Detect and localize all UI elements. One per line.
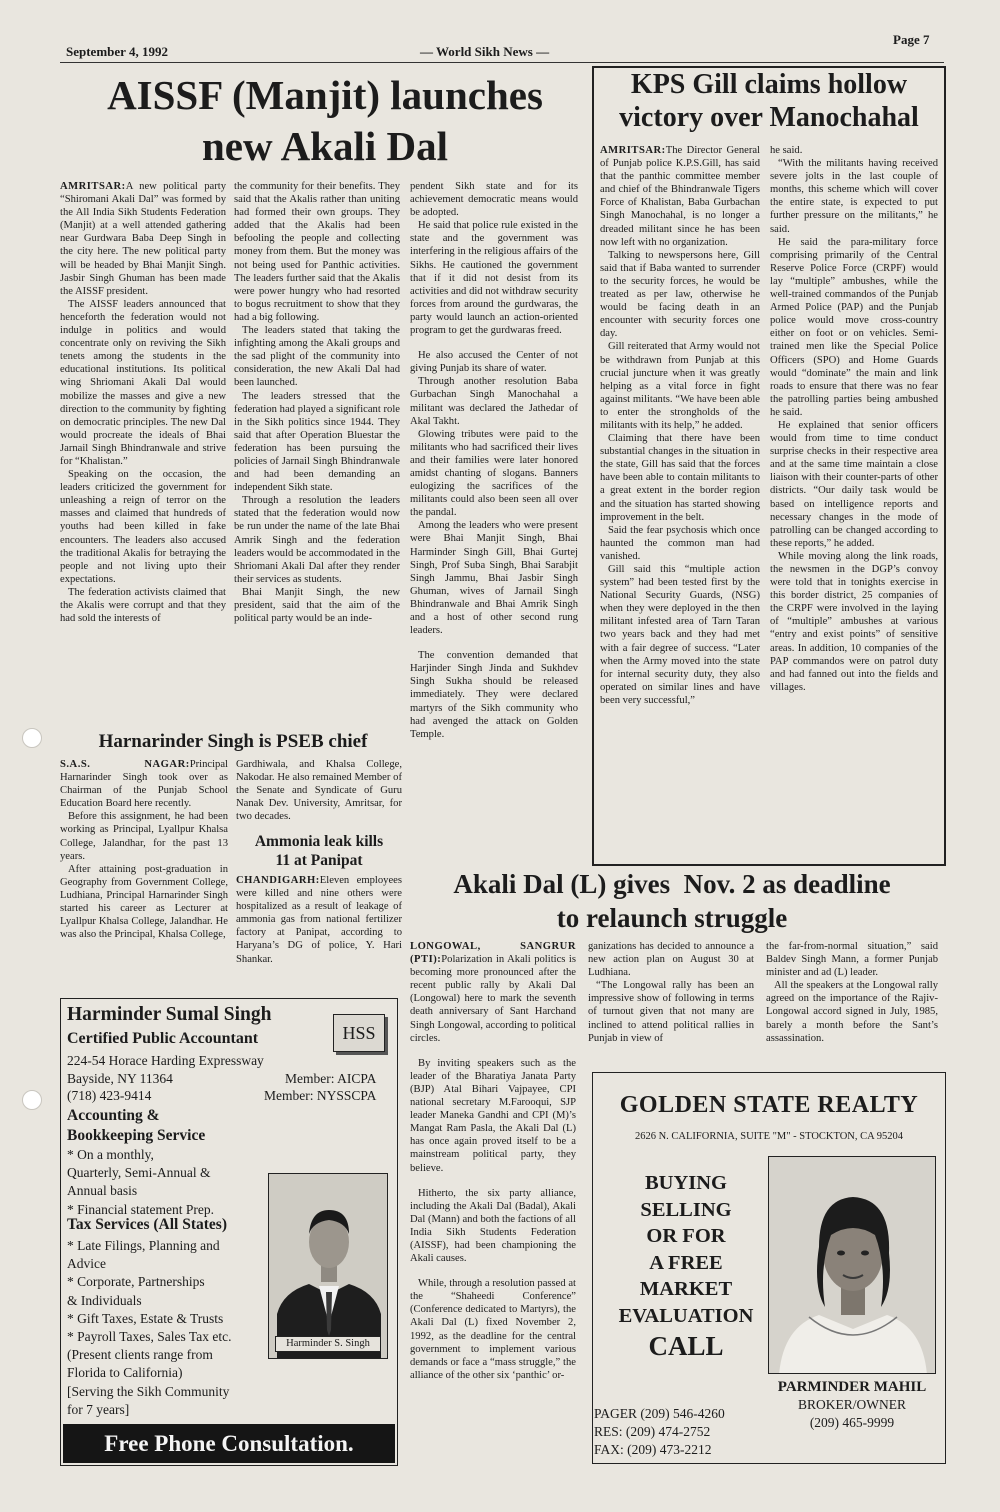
gill-dateline: AMRITSAR: [600, 145, 666, 156]
cpa-section-accounting [67, 1106, 205, 1146]
realty-name: GOLDEN STATE REALTY [619, 1092, 919, 1118]
main-story-col1 [60, 180, 226, 726]
cpa-section-accounting-line2: Bookkeeping Service [67, 1127, 206, 1144]
realty-address: 2626 N. CALIFORNIA, SUITE "M" - STOCKTON, CA 95204 [634, 1131, 904, 1142]
cpa-member-nysscpa: Member: NYSSCPA [264, 1088, 377, 1103]
cpa-photo-caption-text: Harminder S. Singh [286, 1338, 370, 1349]
cpa-phone: (718) 423-9414 [67, 1088, 152, 1103]
main-col1-p1: A new political party “Shiromani Akali Dal” was formed by the All India Sikh Students Federation (Manjit) at a well attended gathering near Gurdwara Baba Deep Singh in the city here. The new political party will be headed by Bhai Manjit Singh. Jasbir Singh Ghuman has been made the AISSF president. [60, 181, 226, 297]
cpa-section-accounting-line1: Accounting & [67, 1107, 160, 1124]
header-rule [60, 62, 944, 63]
harnarinder-col2 [236, 758, 402, 828]
gill-headline-line1: KPS Gill claims hollow [630, 69, 908, 100]
gill-col1-p2: Talking to newspersons here, Gill said that if Baba wanted to surrender to the security forces, he would be treated as per law, otherwise he would be facing death in an encounter with security forces one day. [600, 249, 760, 340]
cpa-tax-item: * Payroll Taxes, Sales Tax etc. [67, 1329, 232, 1345]
realty-agent [760, 1378, 944, 1432]
gill-col1-p1: The Director General of Punjab police K.P.S.Gill, has said that the panthic committee member and chief of the Bhindranwale Tigers Force of Khalistan, Baba Gurbachan Singh Manochahal, is no longer a dreaded militant since he has been now left with no organization. [600, 145, 760, 248]
main-col3-p7: The convention demanded that Harjinder Singh Jinda and Sukhdev Singh Sukha should be released immediately. They were declared martyrs of the Sikh community who had avenged the attack on Golden Temple. [410, 650, 578, 740]
akali-l-col1-p4: While, through a resolution passed at the “Shaheedi Conference” (Conference dedicated to Martyrs), the Akali Dal (L) fixed November 2, 1992, as the deadline for the central government to implement various demands or face a “mass struggle,” the alliance of the other six ‘panthic’ or- [410, 1278, 576, 1381]
akali-l-col1-p2: By inviting speakers such as the leader of the Bharatiya Janata Party (BJP) Atal Bihari Vajpayee, CPI national secretary M.Farooqui, SJP leader Maneka Gandhi and CPI (M)’s Mangat Ram Pasla, the Akali Dal (L) has once again proved itself to be a mainstream political party, they believe. [410, 1057, 576, 1174]
realty-offer-line: A FREE [649, 1251, 723, 1274]
main-dateline: AMRITSAR: [60, 181, 126, 192]
ammonia-dateline: CHANDIGARH: [236, 875, 320, 886]
realty-agent-name: PARMINDER MAHIL [777, 1379, 927, 1395]
cpa-accounting-item: Quarterly, Semi-Annual & [67, 1165, 211, 1181]
akali-l-col2-p1: ganizations has decided to announce a new action plan on August 30 at Ludhiana. [588, 941, 754, 979]
akali-l-col3-p1: the far-from-normal situation,” said Baldev Singh Mann, a former Punjab minister and ad (L) leader. [766, 941, 938, 979]
cpa-accounting-item: * On a monthly, [67, 1147, 154, 1162]
akali-l-col1-p1: Polarization in Akali politics is becoming more pronounced after the recent public rally by Akali Dal (Longowal) here to mark the seventh death anniversary of Sant Harchand Singh Longowal, according to political circles. [410, 954, 576, 1044]
akali-l-col1 [410, 940, 576, 1460]
gill-col2-p5: While moving along the link roads, the newsmen in the DGP’s convoy were told that in tonights exercise in this border district, 25 companies of the CRPF were involved in the laying of “multiple” ambushes at various “entry and exist points” of sensitive areas. In addition, 10 companies of the PAP commandos were on patrol duty and had fanned out into the fields and villages. [770, 550, 938, 693]
main-col2-p3: The leaders stressed that the federation had played a significant role in the Sikh politics since 1944. They said that after Operation Bluestar the federation has been pursuing the policies of Jarnail Singh Bhindranwale and had been demanding an independent Sikh state. [234, 390, 400, 494]
main-col1-p3: Speaking on the occasion, the leaders criticized the government for unleashing a reign of terror on the masses and claimed that hundreds of youths had been killed in fake encounters. The leaders also accused the traditional Akalis for betraying the people and not living upto their expectations. [60, 469, 226, 585]
issue-date: September 4, 1992 [66, 44, 168, 59]
cpa-tax-item: Advice [67, 1256, 106, 1272]
harnarinder-col1-p2: Before this assignment, he had been working as Principal, Lyallpur Khalsa College, Jalandhar, for the past 13 years. [60, 811, 228, 862]
akali-l-col2 [588, 940, 754, 1064]
gill-story-col1 [600, 144, 760, 862]
cpa-logo [333, 1014, 385, 1052]
main-col2-p4: Through a resolution the leaders stated that the federation would now be run under the name of the late Bhai Amrik Singh and the federation leaders would be accommodated in the Shriomani Akali Dal after they render their services as students. [234, 495, 400, 585]
cpa-title: Certified Public Accountant [67, 1030, 259, 1047]
main-col1-p4: The federation activists claimed that the Akalis were corrupt and that they had sold the interests of [60, 586, 226, 625]
gill-col1-p6: Gill said this “multiple action system” had been tested first by the National Security Guards, (NSG) when they were deployed in the then militant infested area of Tarn Taran two years back and they had met with a fair degree of success. “Later when the Army moved into the state for internal security duty, they also operated on similar lines and have been very successful,” [600, 564, 760, 706]
cpa-tax-item: * Gift Taxes, Estate & Trusts [67, 1310, 224, 1326]
realty-offer-line: BUYING [644, 1172, 727, 1194]
cpa-tax-list [67, 1237, 267, 1419]
main-story-col3 [410, 180, 578, 850]
gill-col1-p5: Said the fear psychosis which once haunted the common man had vanished. [600, 524, 760, 562]
cpa-banner [63, 1424, 395, 1463]
paper-name: — World Sikh News — [420, 44, 550, 59]
main-col3-p6: Among the leaders who were present were Bhai Manjit Singh, Bhai Harminder Singh Gill, Bhai Gurtej Singh, Prof Suba Singh, Bhai Sarabjit Singh Jammu, Bhai Jasbir Singh Ghuman, wives of Jarnail Singh Bhindranwale and Bhai Amrik Singh and a host of other second rung leaders. [410, 520, 578, 637]
cpa-logo-text: HSS [342, 1022, 376, 1043]
cpa-photo-caption [275, 1336, 381, 1352]
akali-l-headline-line2: to relaunch struggle [556, 903, 788, 934]
ammonia-headline-line2: 11 at Panipat [275, 852, 363, 870]
main-col2-p1: the community for their benefits. They said that the Akalis rather than uniting had formed their own groups. They added that the Akalis had been befooling the people and collecting money from them. But the money was not being used for Panthic activities. The leaders further said that the Akalis were power hungry who had resorted to bogus recruitment to show that they had a big following. [234, 181, 400, 323]
realty-offer-line: OR FOR [646, 1225, 726, 1247]
main-col1-p2: The AISSF leaders announced that henceforth the federation would not indulge in politics and would concentrate only on reviving the Sikh tenets among the students in the educational institutions. Its political wing Shriomani Akali Dal would mobilize the masses and give a new direction to the community by fighting on democratic principles. The new Dal would procreate the ideals of Bhai Jarnail Singh Bhindranwale and strive for “Khalistan.” [60, 298, 226, 467]
realty-offer-line: MARKET [639, 1278, 733, 1300]
cpa-address: 224-54 Horace Harding Expressway [67, 1053, 264, 1068]
akali-l-col3 [766, 940, 938, 1064]
gill-col1-p3: Gill reiterated that Army would not be withdrawn from Punjab at this crucial juncture when it was greatly helping as a vital force in fight against militants. “We have been able to enter the strongholds of the militants with its help,” he added. [600, 341, 760, 431]
realty-offer [596, 1170, 776, 1360]
gill-col2-p2: “With the militants having received severe jolts in the last couple of months, this scheme which will cover the entire state, is expected to put further pressure on the militants,” he said. [770, 158, 938, 235]
akali-l-dateline: LONGOWAL, SANGRUR (PTI): [410, 941, 576, 966]
akali-l-col1-p3: Hitherto, the six party alliance, including the Akali Dal (Badal), Akali Dal (Mann) and both the factions of all India Sikh Students Federation (AISSF), had been championing the Akali causes. [410, 1187, 576, 1265]
cpa-banner-text: Free Phone Consultation. [104, 1430, 354, 1456]
punch-hole-lower [22, 1090, 42, 1110]
cpa-tax-item: [Serving the Sikh Community [67, 1383, 230, 1399]
cpa-accounting-list [67, 1146, 267, 1219]
realty-call: CALL [648, 1331, 724, 1361]
realty-res: RES: (209) 474-2752 [594, 1424, 711, 1439]
gill-story-col2 [770, 144, 938, 862]
gill-col1-p4: Claiming that there have been substantial changes in the situation in the state, Gill has said that the forces have been able to contain militants to a great extent in the border region and the situation has started showing improvement in the belt. [600, 433, 760, 523]
realty-agent-phone: (209) 465-9999 [809, 1415, 895, 1430]
main-col2-p5: Bhai Manjit Singh, the new president, said that the aim of the political party would be an inde- [234, 586, 400, 625]
ammonia-body-text: Eleven employees were killed and nine others were hospitalized as a result of leakage of ammonia gas from national fertilizer factory at Panipat, according to Haryana’s DG of police, Y. Hari Shankar. [236, 875, 402, 965]
akali-l-headline [410, 870, 934, 933]
realty-agent-title: BROKER/OWNER [798, 1397, 906, 1412]
realty-photo-frame [768, 1156, 936, 1374]
harnarinder-col1-p3: After attaining post-graduation in Geography from Government College, Ludhiana, Principal Harnarinder Singh started his career as Lecturer at Lyallpur Khalsa College, Jalandhar. He was also the Principal, Khalsa College, [60, 863, 228, 941]
main-col3-p5: Glowing tributes were paid to the militants who had sacrificed their lives and their families were later honored amidst chanting of slogans. Banners eulogizing the sacrifices of the militants could also been seen all over the pandal. [410, 428, 578, 519]
main-story-col2 [234, 180, 400, 726]
gill-col2-p1: he said. [770, 145, 803, 156]
cpa-accounting-item: Annual basis [67, 1183, 138, 1199]
main-col3-p1: pendent Sikh state and for its achievement democratic means would be adopted. [410, 181, 578, 219]
main-col2-p2: The leaders stated that taking the infighting among the Akali groups and the sad plight of the community into consideration, the new Akali Dal had been launched. [234, 325, 400, 389]
realty-fax: FAX: (209) 473-2212 [594, 1442, 712, 1457]
main-col3-p3: He also accused the Center of not giving Punjab its share of water. [410, 350, 578, 375]
cpa-accounting-item: * Financial statement Prep. [67, 1201, 214, 1217]
cpa-tax-item: Florida to California) [67, 1365, 183, 1381]
main-headline-line2: new Akali Dal [201, 123, 449, 170]
gill-headline-line2: victory over Manochahal [619, 102, 919, 134]
cpa-portrait-image [269, 1174, 388, 1359]
gill-headline [596, 70, 942, 133]
page-number: Page 7 [893, 32, 930, 47]
harnarinder-col2-p1: Gardhiwala, and Khalsa College, Nakodar. He also remained Member of the Senate and Syndicate of Guru Nanak Dev. University, Amritsar, for two decades. [236, 759, 402, 823]
cpa-photo-frame [268, 1173, 388, 1359]
main-headline [60, 74, 590, 168]
punch-hole-upper [22, 728, 42, 748]
realty-offer-line: EVALUATION [618, 1304, 754, 1327]
harnarinder-dateline: S.A.S. NAGAR: [60, 759, 190, 770]
gill-col2-p4: He explained that senior officers would from time to time conduct surprise checks in their respective area and at the same time maintain a close liaison with their counter-parts of other districts. “Our daily task would be based on intelligence reports and necessary changes in the mode of patrolling can be changed according to these reports,” he added. [770, 419, 938, 549]
realty-portrait-image [769, 1157, 936, 1374]
cpa-section-tax: Tax Services (All States) [67, 1216, 228, 1233]
cpa-name: Harminder Sumal Singh [67, 1004, 272, 1025]
akali-l-col3-p2: All the speakers at the Longowal rally agreed on the importance of the Rajiv-Longowal accord signed in July, 1985, barely a month before the Sant’s assassination. [766, 980, 938, 1044]
ammonia-headline-line1: Ammonia leak kills [254, 833, 384, 850]
gill-col2-p3: He said the para-military force comprising primarily of the Central Reserve Police Force (CRPF) would lay “multiple” ambushes, while the well-trained commandos of the Punjab Armed Police (PAP) and the Punjab police would move cross-country either on foot or on vehicles. Semi-trained men like the Special Police Officers (SPO) and Home Guards would “dominate” the main and link roads to ensure that there was no fear the patrolling parties being ambushed he said. [770, 236, 938, 418]
realty-offer-line: SELLING [640, 1198, 732, 1221]
cpa-tax-item: for 7 years] [67, 1401, 130, 1417]
realty-contact [594, 1405, 725, 1459]
main-headline-line1: AISSF (Manjit) launches [107, 72, 543, 118]
cpa-tax-item: (Present clients range from [67, 1347, 213, 1363]
realty-pager: PAGER (209) 546-4260 [594, 1406, 725, 1421]
harnarinder-col1-p1: Principal Harnarinder Singh took over as Chairman of the Punjab School Education Board here recently. [60, 759, 228, 810]
ammonia-headline [236, 834, 402, 870]
cpa-tax-item: * Corporate, Partnerships [67, 1274, 205, 1290]
cpa-tax-item: * Late Filings, Planning and [67, 1238, 220, 1253]
harnarinder-headline: Harnarinder Singh is PSEB chief [98, 731, 368, 752]
main-col3-p2: He said that police rule existed in the state and the government was interfering in the religious affairs of the Sikhs. He cautioned the government that if it did not desist from its activities and did not withdraw security forces from around the gurdwaras, the party would launch an action-oriented program to get the gurdwaras freed. [410, 220, 578, 337]
cpa-tax-item: & Individuals [67, 1292, 142, 1308]
ammonia-body [236, 874, 402, 984]
akali-l-col2-p2: “The Longowal rally has been an impressive show of following in terms of turnout given that not many are inclined to attend political rallies in Punjab in view of [588, 980, 754, 1044]
cpa-member-aicpa: Member: AICPA [285, 1071, 377, 1086]
harnarinder-col1 [60, 758, 228, 980]
cpa-city: Bayside, NY 11364 [67, 1071, 173, 1086]
main-col3-p4: Through another resolution Baba Gurbachan Singh Manochahal a militant was declared the Jathedar of Akal Takht. [410, 376, 578, 427]
akali-l-headline-line1: Akali Dal (L) gives Nov. 2 as deadline [453, 869, 891, 899]
